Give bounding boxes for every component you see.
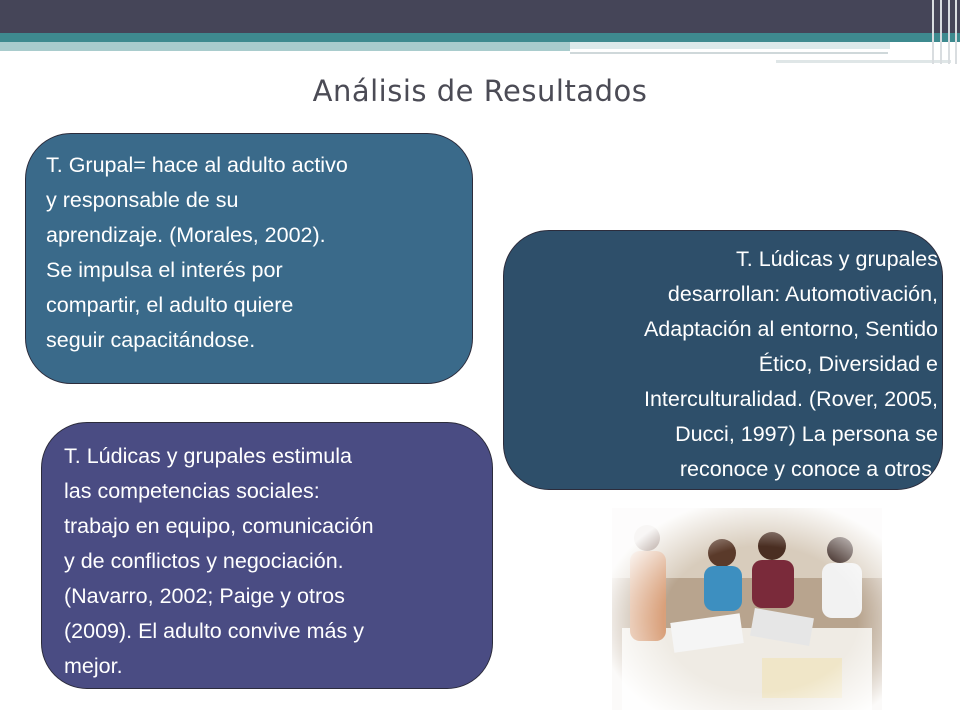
text-line: reconoce y conoce a otros. <box>679 457 938 481</box>
text-box-ludicas-estimula <box>41 422 493 689</box>
light-accent-bar-right <box>570 42 890 49</box>
vertical-accent-line <box>955 0 957 64</box>
top-bar <box>0 0 960 33</box>
vertical-accent-line <box>932 0 934 64</box>
accent-line-right <box>776 60 951 63</box>
group-photo-illustration <box>612 508 882 710</box>
text-line: Ético, Diversidad e <box>758 352 938 376</box>
text-line: mejor. <box>64 654 123 678</box>
text-line: las competencias sociales: <box>64 479 320 503</box>
text-line: compartir, el adulto quiere <box>46 293 294 317</box>
group-activity-photo <box>612 508 882 710</box>
text-line: aprendizaje. (Morales, 2002). <box>46 223 326 247</box>
teal-accent-bar <box>0 33 960 42</box>
text-line: (2009). El adulto convive más y <box>64 619 364 643</box>
text-line: trabajo en equipo, comunicación <box>64 514 374 538</box>
text-line: Ducci, 1997) La persona se <box>675 422 938 446</box>
text-line: Se impulsa el interés por <box>46 258 283 282</box>
text-line: T. Lúdicas y grupales <box>736 247 938 271</box>
light-accent-bar <box>0 42 570 51</box>
accent-line <box>570 52 888 54</box>
vertical-accent-line <box>940 0 942 64</box>
text-line: y responsable de su <box>46 188 239 212</box>
text-line: T. Lúdicas y grupales estimula <box>64 444 353 468</box>
text-line: desarrollan: Automotivación, <box>667 282 938 306</box>
text-line: (Navarro, 2002; Paige y otros <box>64 584 345 608</box>
text-box-ludicas-desarrollan <box>503 230 943 490</box>
text-box-grupal <box>25 133 473 384</box>
text-line: y de conflictos y negociación. <box>64 549 344 573</box>
vertical-accent-line <box>948 0 950 64</box>
text-line: T. Grupal= hace al adulto activo <box>46 153 348 177</box>
slide-title: Análisis de Resultados <box>312 74 648 108</box>
text-line: Adaptación al entorno, Sentido <box>643 317 938 341</box>
text-line: Interculturalidad. (Rover, 2005, <box>644 387 938 411</box>
text-line: seguir capacitándose. <box>46 328 256 352</box>
